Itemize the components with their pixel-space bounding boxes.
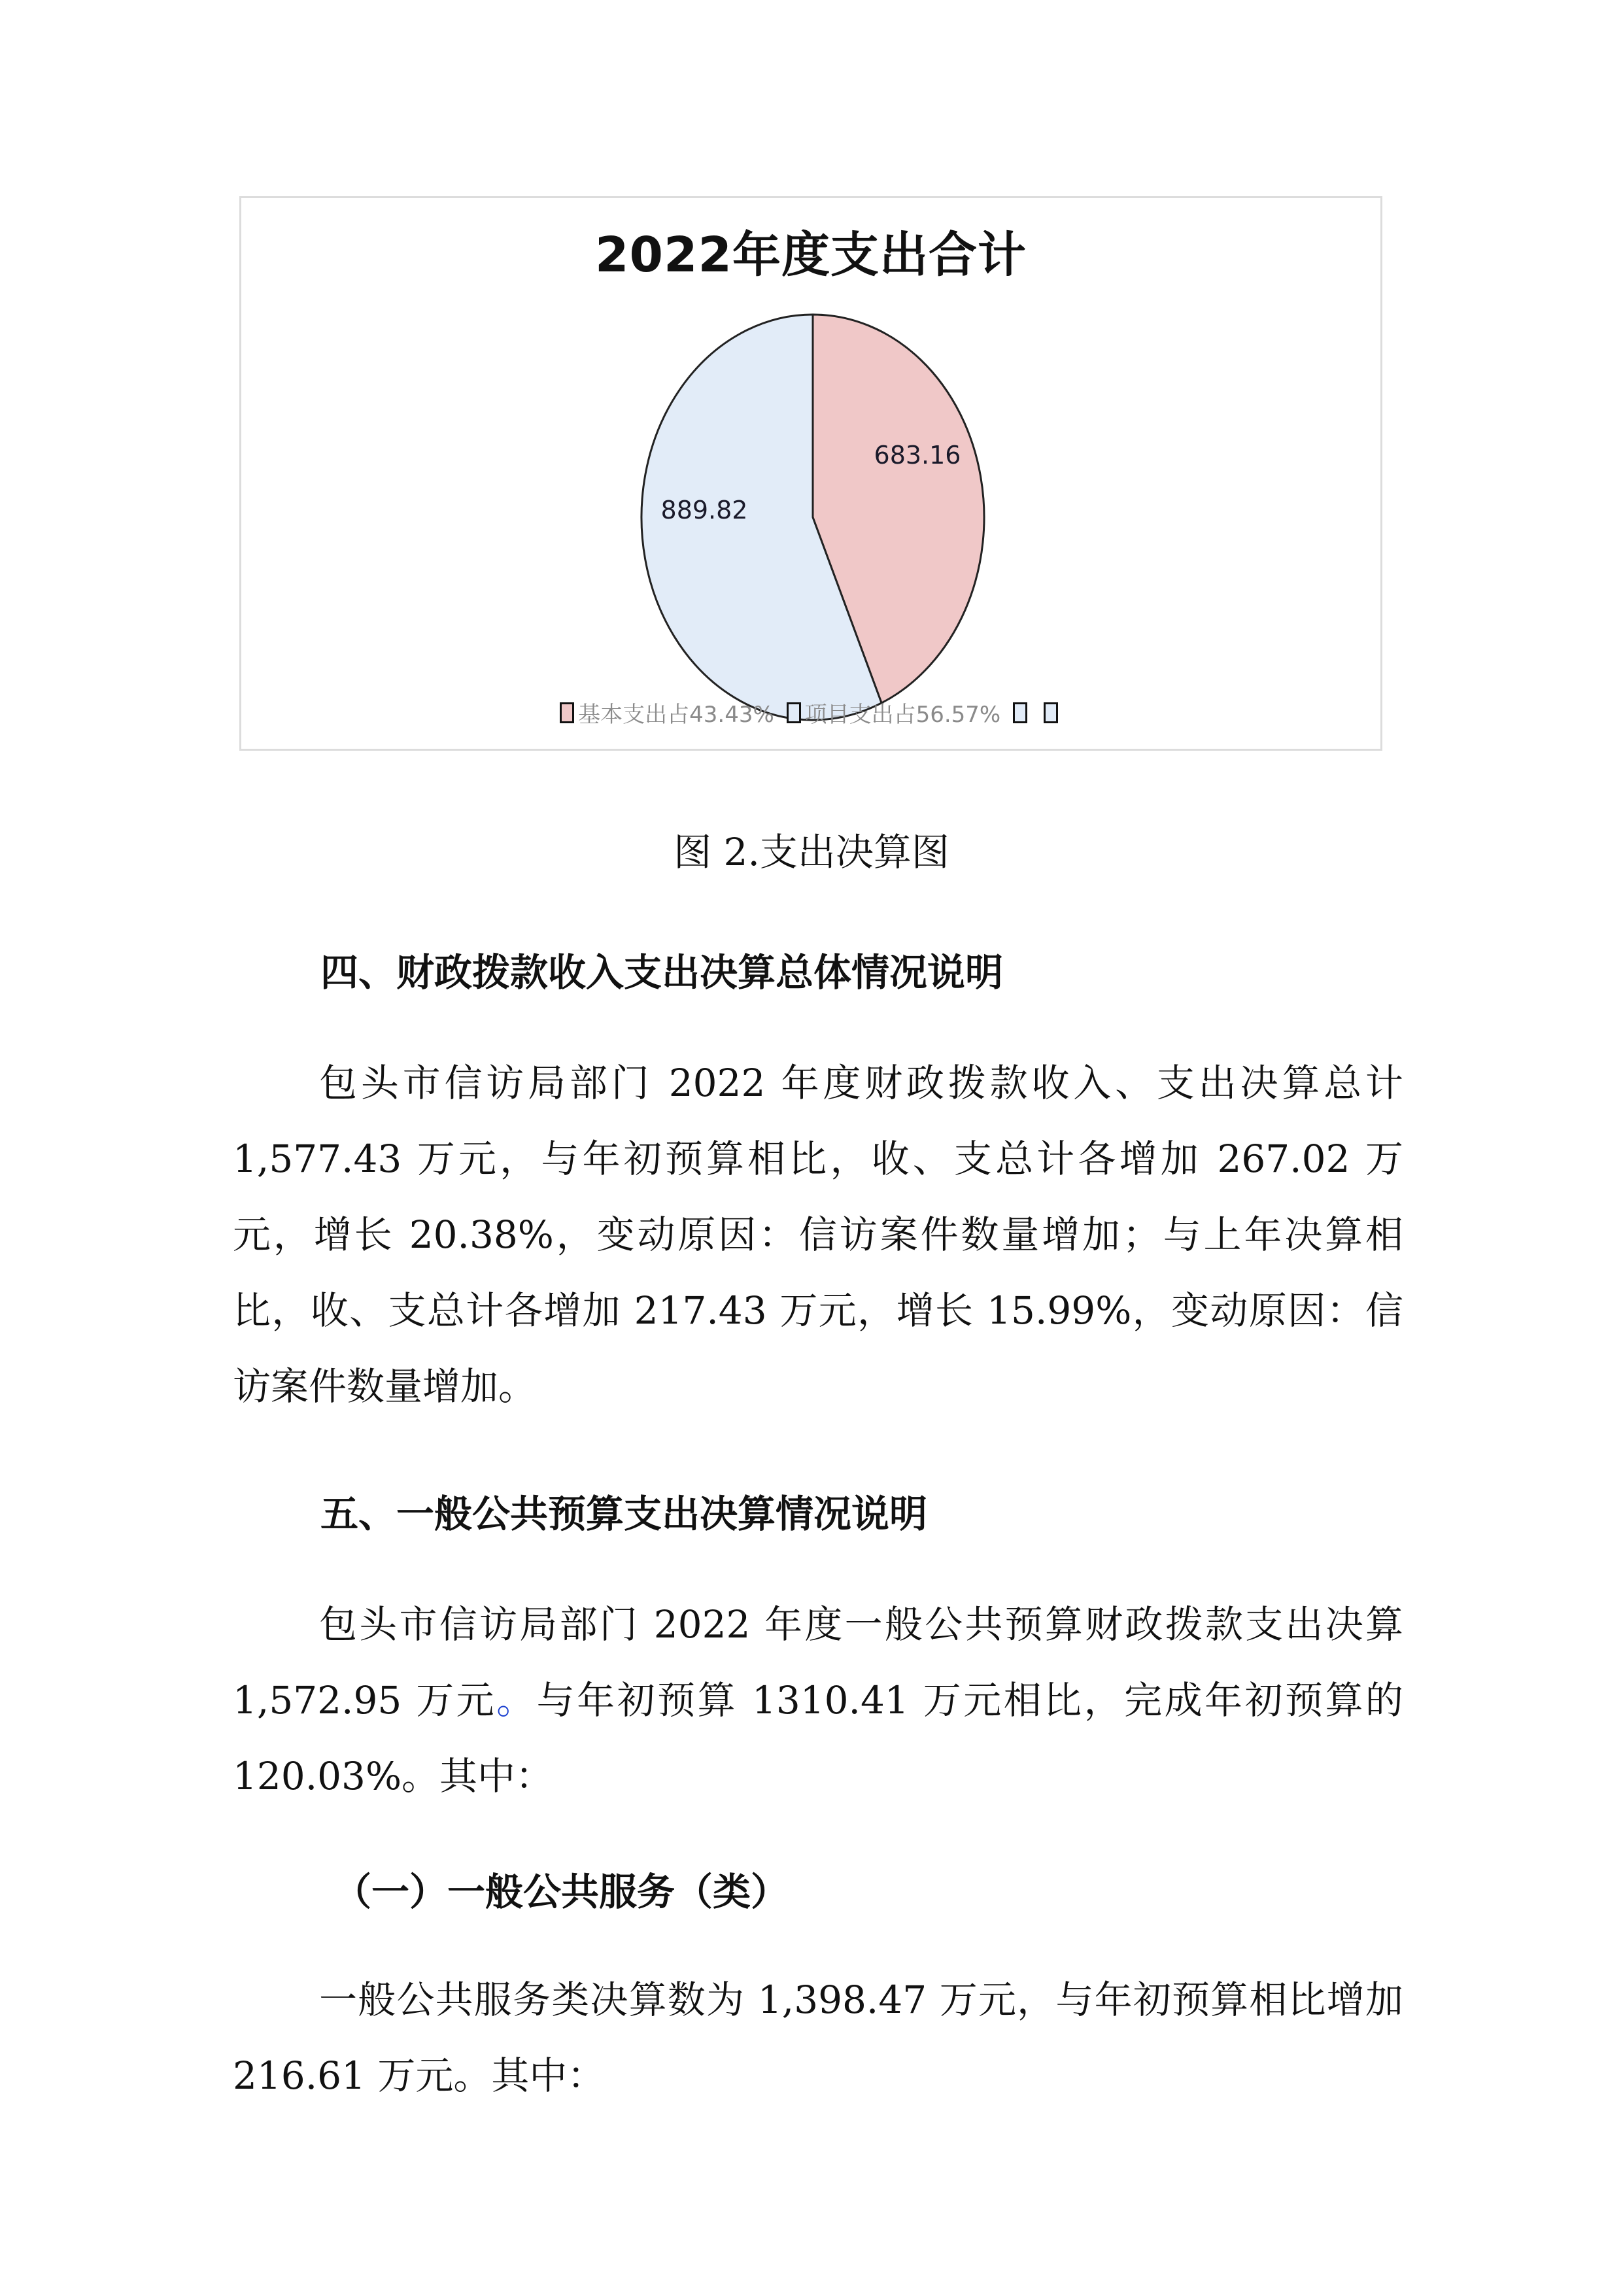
section-paragraph [233, 1586, 1403, 1814]
pie-data-label: 683.16 [874, 441, 961, 470]
legend-swatch [1044, 702, 1058, 723]
chart-title: 2022年度支出合计 [595, 227, 1027, 283]
legend-item-project [787, 696, 1001, 728]
chart-frame [239, 196, 1382, 751]
subsection-heading: （一）一般公共服务（类） [333, 1870, 789, 1914]
paragraph-text: 包头市信访局部门 2022 年度一般公共预算财政拨款支出决算 1,572.95 万元 [233, 1602, 1403, 1722]
section-paragraph: 一般公共服务类决算数为 1,398.47 万元，与年初预算相比增加 216.61 万元。其中： [233, 1978, 1403, 2098]
pie-data-label: 889.82 [660, 496, 748, 524]
chart-legend [241, 696, 1380, 729]
legend-label: 项目支出占56.57% [804, 702, 1001, 728]
legend-item-empty [1044, 702, 1062, 723]
section-heading: 五、一般公共预算支出决算情况说明 [320, 1492, 928, 1536]
figure-caption: 图 2.支出决算图 [674, 830, 949, 874]
section-paragraph: 包头市信访局部门 2022 年度财政拨款收入、支出决算总计 1,577.43 万元，与年初预算相比，收、支总计各增加 267.02 万元，增长 20.38%，变动原因：信访案件数量增加；与上年决算相比，收、支总计各增加 217.43 万元，增长 15.99%，变动原因：信访案件数量增加。 [233, 1061, 1403, 1409]
legend-item-empty [1013, 702, 1031, 723]
paragraph-text: 与年初预算 1310.41 万元相比，完成年初预算的 120.03%。其中： [233, 1678, 1403, 1798]
legend-label: 基本支出占43.43% [578, 702, 774, 728]
paragraph-period: 。 [496, 1678, 537, 1722]
legend-swatch [1013, 702, 1027, 723]
legend-swatch [787, 702, 801, 723]
legend-item-basic [560, 696, 774, 728]
legend-swatch [560, 702, 574, 723]
section-heading: 四、财政拨款收入支出决算总体情况说明 [320, 950, 1004, 995]
